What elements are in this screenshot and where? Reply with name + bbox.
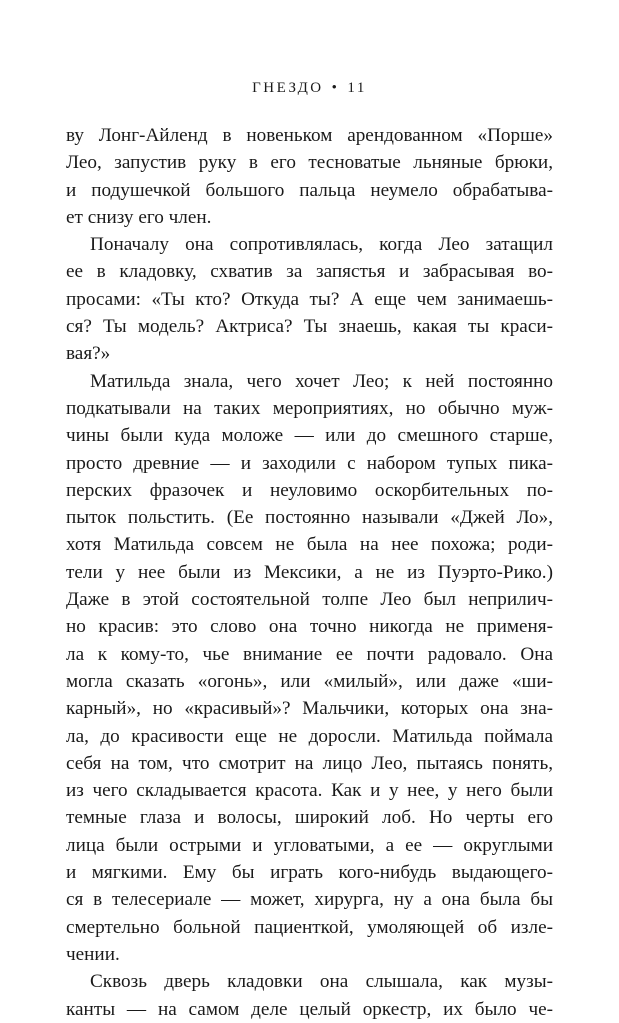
text-line: Лео, запустив руку в его тесноватые льняные брюки, [66,152,553,174]
text-line: чении. [66,943,120,965]
text-line: но красив: это слово она точно никогда не применя- [66,616,553,638]
text-line: подкатывали на таких мероприятиях, но обычно муж- [66,397,553,419]
text-line: вая?» [66,343,111,365]
text-line: смертельно больной пациенткой, умоляющей об изле- [66,916,553,938]
text-line: тели у нее были из Мексики, а не из Пуэрто-Рико.) [66,561,553,583]
text-line: пыток польстить. (Ее постоянно называли «Джей Ло», [66,507,553,529]
text-line: ла, до красивости еще не доросли. Матильда поймала [66,725,553,747]
body-text [66,122,553,1023]
text-line: ся в телесериале — может, хирурга, ну а она была бы [66,889,553,911]
running-head [0,78,619,98]
text-line: ла к кому-то, чье внимание ее почти радовало. Она [66,643,553,665]
text-line: просто древние — и заходили с набором тупых пика- [66,452,553,474]
text-line: Матильда знала, чего хочет Лео; к ней постоянно [90,370,553,392]
text-line: канты — на самом деле целый оркестр, их было че- [66,998,553,1020]
text-line: карный», но «красивый»? Мальчики, которых она зна- [66,698,553,720]
text-line: Сквозь дверь кладовки она слышала, как музы- [90,971,553,993]
text-line: Поначалу она сопротивлялась, когда Лео затащил [90,234,553,256]
text-line: ее в кладовку, схватив за запястья и забрасывая во- [66,261,553,283]
text-line: ет снизу его член. [66,206,212,228]
text-line: Даже в этой состоятельной толпе Лео был неприлич- [66,589,553,611]
text-line: хотя Матильда совсем не была на нее похожа; роди- [66,534,553,556]
header-separator: • [331,80,340,96]
text-line: и подушечкой большого пальца неумело обрабатыва- [66,179,553,201]
text-line: и мягкими. Ему бы играть кого-нибудь выдающего- [66,862,553,884]
text-line: ся? Ты модель? Актриса? Ты знаешь, какая ты краси- [66,316,553,338]
text-line: перских фразочек и неуловимо оскорбительных по- [66,479,553,501]
page-number: 11 [347,80,367,96]
text-line: себя на том, что смотрит на лицо Лео, пытаясь понять, [66,752,553,774]
text-line: темные глаза и волосы, широкий лоб. Но черты его [66,807,553,829]
text-line: могла сказать «огонь», или «милый», или даже «ши- [66,670,553,692]
text-line: чины были куда моложе — или до смешного старше, [66,425,553,447]
text-line: из чего складывается красота. Как и у нее, у него были [66,780,553,802]
text-line: лица были острыми и угловатыми, а ее — округлыми [66,834,553,856]
text-line: ву Лонг-Айленд в новеньком арендованном «Порше» [66,125,553,146]
text-line: просами: «Ты кто? Откуда ты? А еще чем занимаешь- [66,288,553,310]
book-title: ГНЕЗДО [252,80,324,96]
